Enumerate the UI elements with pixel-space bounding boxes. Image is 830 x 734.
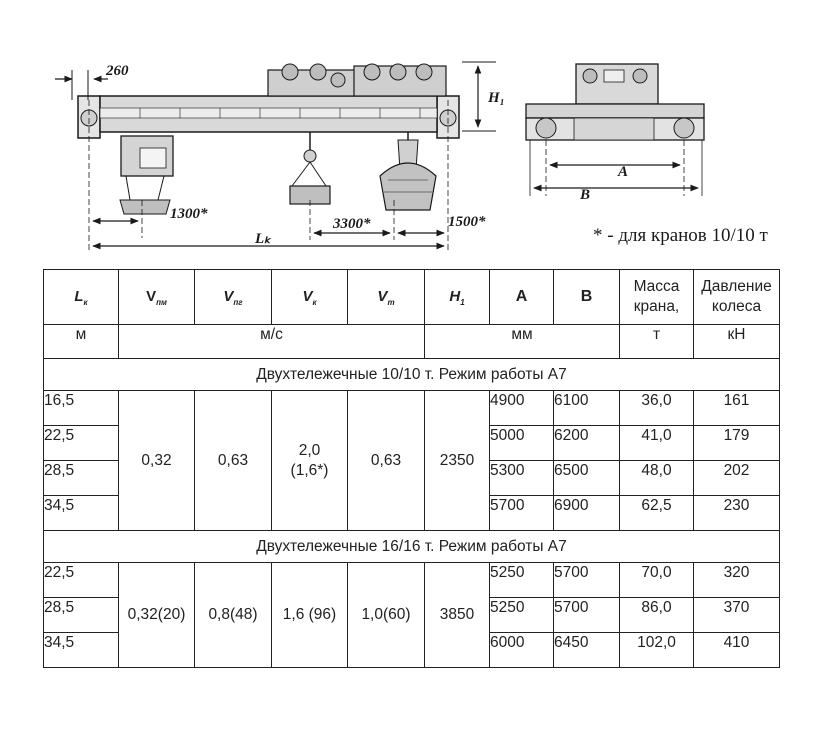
cell-mass: 62,5 bbox=[620, 496, 694, 531]
cell-pressure: 179 bbox=[694, 426, 780, 461]
unit-t: т bbox=[620, 325, 694, 359]
cell-lk: 34,5 bbox=[44, 633, 119, 668]
cell-pressure: 202 bbox=[694, 461, 780, 496]
col-header-pressure: Давление колеса bbox=[694, 270, 780, 325]
dim-a-label: A bbox=[618, 164, 629, 180]
crane-end-view bbox=[526, 64, 704, 140]
crane-drawing bbox=[0, 0, 830, 262]
section-row bbox=[44, 359, 780, 391]
crane-side-view-svg bbox=[0, 0, 830, 262]
cell-lk: 22,5 bbox=[44, 563, 119, 598]
cell-vpm: 0,32 bbox=[119, 391, 195, 531]
header-row bbox=[44, 270, 780, 325]
col-header-mass: Масса крана, bbox=[620, 270, 694, 325]
col-header-vk: $V_к$ bbox=[272, 270, 348, 325]
section-title-1: Двухтележечные 10/10 т. Режим работы А7 bbox=[44, 359, 780, 391]
cell-lk: 28,5 bbox=[44, 598, 119, 633]
cell-vk: 2,0 (1,6*) bbox=[272, 391, 348, 531]
cell-lk: 28,5 bbox=[44, 461, 119, 496]
cell-vpg: 0,8(48) bbox=[195, 563, 272, 668]
dim-1500-label: 1500* bbox=[448, 214, 486, 230]
dim-1300-label: 1300* bbox=[170, 206, 208, 222]
cell-a: 5300 bbox=[490, 461, 554, 496]
cell-b: 6900 bbox=[554, 496, 620, 531]
cell-vt: 1,0(60) bbox=[348, 563, 425, 668]
cell-pressure: 410 bbox=[694, 633, 780, 668]
dim-3300-label: 3300* bbox=[333, 216, 371, 232]
section-row bbox=[44, 531, 780, 563]
cell-b: 6500 bbox=[554, 461, 620, 496]
cell-pressure: 230 bbox=[694, 496, 780, 531]
cell-h1: 2350 bbox=[425, 391, 490, 531]
cell-b: 5700 bbox=[554, 598, 620, 633]
crane-side-view bbox=[78, 64, 459, 214]
cell-h1: 3850 bbox=[425, 563, 490, 668]
cell-pressure: 370 bbox=[694, 598, 780, 633]
footnote: * - для кранов 10/10 т bbox=[593, 225, 768, 246]
cell-b: 6450 bbox=[554, 633, 620, 668]
dim-lk-label: Lₖ bbox=[255, 231, 271, 247]
cell-b: 6100 bbox=[554, 391, 620, 426]
col-header-lk: $L_к$ bbox=[44, 270, 119, 325]
unit-ms: м/с bbox=[119, 325, 425, 359]
unit-kn: кН bbox=[694, 325, 780, 359]
dim-b-label: B bbox=[580, 187, 591, 203]
cell-lk: 34,5 bbox=[44, 496, 119, 531]
cell-vt: 0,63 bbox=[348, 391, 425, 531]
cell-mass: 70,0 bbox=[620, 563, 694, 598]
section-title-2: Двухтележечные 16/16 т. Режим работы А7 bbox=[44, 531, 780, 563]
table-row bbox=[44, 391, 780, 426]
col-header-a: A bbox=[490, 270, 554, 325]
cell-vpg: 0,63 bbox=[195, 391, 272, 531]
col-header-vpm: $V_{пм}$ bbox=[119, 270, 195, 325]
col-header-h1: $H_1$ bbox=[425, 270, 490, 325]
cell-lk: 22,5 bbox=[44, 426, 119, 461]
cell-mass: 41,0 bbox=[620, 426, 694, 461]
cell-a: 4900 bbox=[490, 391, 554, 426]
cell-pressure: 320 bbox=[694, 563, 780, 598]
cell-a: 5000 bbox=[490, 426, 554, 461]
col-header-vpg: $V_{пг}$ bbox=[195, 270, 272, 325]
cell-a: 5700 bbox=[490, 496, 554, 531]
col-header-vt: $V_т$ bbox=[348, 270, 425, 325]
cell-lk: 16,5 bbox=[44, 391, 119, 426]
dim-h1-label: H₁ bbox=[488, 90, 505, 106]
cell-a: 5250 bbox=[490, 563, 554, 598]
cell-mass: 48,0 bbox=[620, 461, 694, 496]
cell-mass: 102,0 bbox=[620, 633, 694, 668]
units-row bbox=[44, 325, 780, 359]
cell-a: 6000 bbox=[490, 633, 554, 668]
spec-table bbox=[43, 269, 780, 668]
cell-mass: 36,0 bbox=[620, 391, 694, 426]
cell-a: 5250 bbox=[490, 598, 554, 633]
table-row bbox=[44, 563, 780, 598]
unit-mm: мм bbox=[425, 325, 620, 359]
cell-pressure: 161 bbox=[694, 391, 780, 426]
cell-vk: 1,6 (96) bbox=[272, 563, 348, 668]
cell-mass: 86,0 bbox=[620, 598, 694, 633]
cell-b: 6200 bbox=[554, 426, 620, 461]
cell-b: 5700 bbox=[554, 563, 620, 598]
cell-vpm: 0,32(20) bbox=[119, 563, 195, 668]
col-header-b: B bbox=[554, 270, 620, 325]
dim-260-label: 260 bbox=[106, 63, 129, 79]
unit-m: м bbox=[44, 325, 119, 359]
